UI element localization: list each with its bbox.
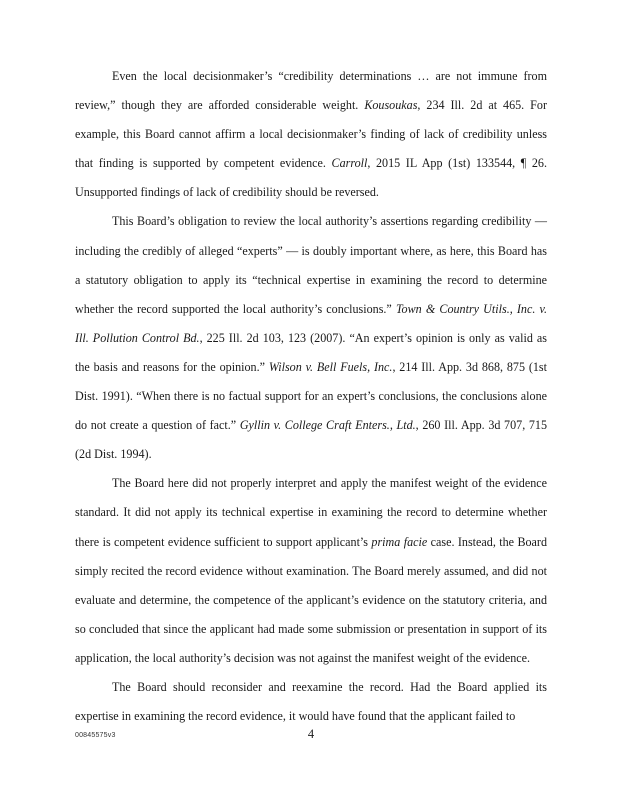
text-segment: , 234 Ill. 2d at 465. For example, this Board cannot affirm a local decisionmaker’s finding of lack of credibility unless that finding is supported by competent evidence. (75, 98, 547, 171)
text-segment: The Board should reconsider and reexamine the record. Had the Board applied its expertise in examining the record evidence, it would have found that the applicant failed to (75, 679, 547, 724)
text-segment: The Board here did not properly interpret and apply the manifest weight of the evidence standard. It did not apply its technical expertise in examining the record to determine whether there is competent evidence sufficient to support applicant’s (75, 476, 547, 549)
document-id: 00845575v3 (75, 732, 116, 739)
paragraph-credibility-review (75, 62, 547, 207)
case-citation: Gyllin v. College Craft Enters., Ltd. (239, 418, 416, 433)
case-citation: Kousoukas (364, 98, 418, 113)
text-segment: case. Instead, the Board simply recited the record evidence without examination. The Board merely assumed, and did not evaluate and determine, the competence of the applicant’s evidence on the statutory criteria, and so concluded that since the applicant had made some submission or presentation in support of its application, the local authority’s decision was not against the manifest weight of the evidence. (75, 534, 547, 665)
paragraph-board-obligation (75, 207, 547, 469)
text-segment: This Board’s obligation to review the local authority’s assertions regarding credibility — including the credibly of alleged “experts” — is doubly important where, as here, this Board has a statutory obligation to apply its “technical expertise in examining the record to determine whether the record supported the local authority’s conclusions.” (75, 214, 547, 316)
paragraph-reconsider (75, 673, 547, 731)
case-citation: Wilson v. Bell Fuels, Inc. (268, 359, 393, 374)
document-body (75, 62, 547, 731)
case-citation: Town & Country Utils., Inc. v. Ill. Pollution Control Bd. (75, 301, 547, 345)
case-citation: Carroll (331, 156, 368, 171)
text-segment: , 260 Ill. App. 3d 707, 715 (2d Dist. 1994). (75, 418, 547, 462)
text-segment: , 225 Ill. 2d 103, 123 (2007). “An expert’s opinion is only as valid as the basis and reasons for the opinion.” (75, 330, 548, 374)
latin-term: prima facie (371, 534, 428, 549)
text-segment: , 214 Ill. App. 3d 868, 875 (1st Dist. 1991). “When there is no factual support for an expert’s conclusions, the conclusions alone do not create a question of fact.” (75, 359, 547, 433)
text-segment: Even the local decisionmaker’s “credibility determinations … are not immune from review,” though they are afforded considerable weight. (75, 69, 547, 113)
page-number: 4 (307, 727, 315, 741)
text-segment: , 2015 IL App (1st) 133544, ¶ 26. Unsupported findings of lack of credibility should be reversed. (75, 156, 547, 200)
paragraph-manifest-weight (75, 469, 547, 673)
